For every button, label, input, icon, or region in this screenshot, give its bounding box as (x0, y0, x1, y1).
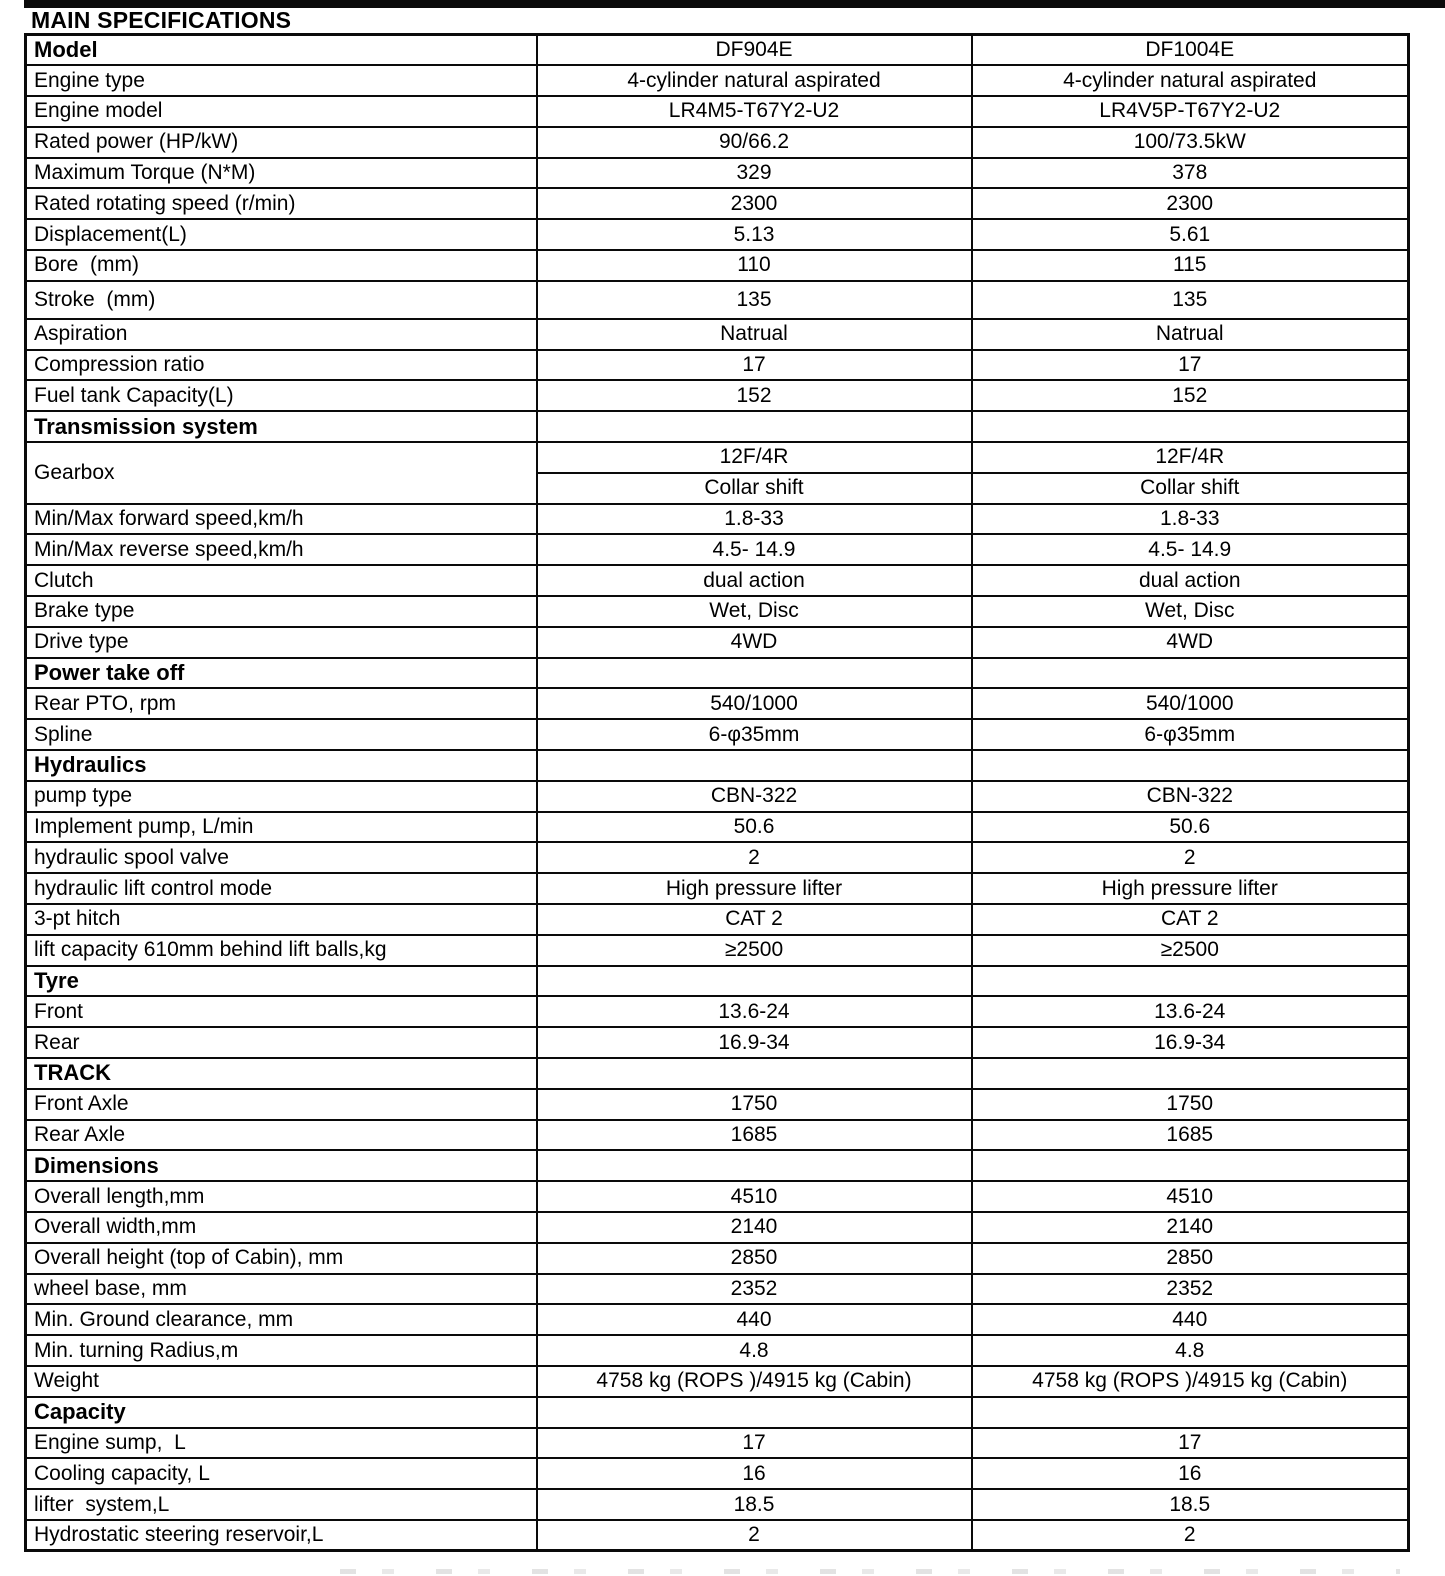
spec-value-cell: 17 (972, 1428, 1409, 1459)
spec-value-cell: 4.5- 14.9 (972, 534, 1409, 565)
spec-value-cell: 4.5- 14.9 (537, 534, 972, 565)
table-row (26, 1489, 1409, 1520)
spec-value-cell: 18.5 (972, 1489, 1409, 1520)
spec-label-cell: Hydrostatic steering reservoir,L (26, 1520, 537, 1551)
spec-value-cell: LR4M5-T67Y2-U2 (537, 96, 972, 127)
spec-value-cell (972, 411, 1409, 442)
spec-label-cell: Engine sump, L (26, 1428, 537, 1459)
table-row (26, 188, 1409, 219)
spec-value-cell: 16 (537, 1458, 972, 1489)
table-row (26, 873, 1409, 904)
table-row (26, 996, 1409, 1027)
spec-value-cell: 4510 (972, 1181, 1409, 1212)
spec-value-cell (972, 658, 1409, 689)
table-row (26, 442, 1409, 473)
spec-label-cell: Displacement(L) (26, 219, 537, 250)
section-header-row (26, 1150, 1409, 1181)
spec-label-cell: Hydraulics (26, 750, 537, 781)
spec-value-cell (972, 966, 1409, 997)
section-header-row (26, 411, 1409, 442)
spec-value-cell: 18.5 (537, 1489, 972, 1520)
spec-value-cell: 2140 (972, 1212, 1409, 1243)
spec-value-cell: 16.9-34 (972, 1027, 1409, 1058)
spec-label-cell: Drive type (26, 627, 537, 658)
spec-value-cell: 2352 (537, 1274, 972, 1305)
table-row (26, 565, 1409, 596)
spec-value-cell: 4-cylinder natural aspirated (972, 65, 1409, 96)
section-header-row (26, 966, 1409, 997)
spec-label-cell: lift capacity 610mm behind lift balls,kg (26, 935, 537, 966)
spec-value-cell: 4758 kg (ROPS )/4915 kg (Cabin) (537, 1366, 972, 1397)
cropped-text-fragments (340, 1569, 1400, 1574)
spec-label-cell: Stroke (mm) (26, 281, 537, 319)
spec-value-cell: 2850 (972, 1243, 1409, 1274)
spec-value-cell: 17 (537, 1428, 972, 1459)
spec-label-cell: Gearbox (26, 442, 537, 504)
spec-value-cell: 440 (537, 1304, 972, 1335)
spec-value-cell: 50.6 (537, 812, 972, 843)
spec-value-cell: 16.9-34 (537, 1027, 972, 1058)
spec-label-cell: Spline (26, 719, 537, 750)
table-row (26, 935, 1409, 966)
spec-label-cell: Min/Max forward speed,km/h (26, 504, 537, 535)
spec-value-cell: 2352 (972, 1274, 1409, 1305)
spec-value-cell (537, 750, 972, 781)
spec-label-cell: Front (26, 996, 537, 1027)
spec-value-cell: Collar shift (972, 473, 1409, 504)
spec-value-cell (537, 411, 972, 442)
table-row (26, 1089, 1409, 1120)
spec-value-cell: 17 (537, 350, 972, 381)
table-row (26, 688, 1409, 719)
section-header-row (26, 750, 1409, 781)
spec-value-cell: 4758 kg (ROPS )/4915 kg (Cabin) (972, 1366, 1409, 1397)
table-row (26, 319, 1409, 350)
spec-value-cell: ≥2500 (972, 935, 1409, 966)
spec-value-cell: 13.6-24 (972, 996, 1409, 1027)
table-row (26, 1520, 1409, 1551)
section-header-row (26, 1058, 1409, 1089)
table-row (26, 719, 1409, 750)
spec-value-cell: 440 (972, 1304, 1409, 1335)
spec-value-cell: 2300 (537, 188, 972, 219)
spec-value-cell: 4-cylinder natural aspirated (537, 65, 972, 96)
table-row (26, 35, 1409, 66)
table-row (26, 1212, 1409, 1243)
spec-value-cell: 152 (537, 380, 972, 411)
table-row (26, 158, 1409, 189)
spec-value-cell: 2 (537, 1520, 972, 1551)
spec-value-cell: LR4V5P-T67Y2-U2 (972, 96, 1409, 127)
spec-label-cell: Implement pump, L/min (26, 812, 537, 843)
spec-label-cell: Cooling capacity, L (26, 1458, 537, 1489)
spec-value-cell: 12F/4R (537, 442, 972, 473)
spec-value-cell: 152 (972, 380, 1409, 411)
table-row (26, 842, 1409, 873)
spec-label-cell: Rated rotating speed (r/min) (26, 188, 537, 219)
spec-label-cell: Engine type (26, 65, 537, 96)
table-row (26, 812, 1409, 843)
spec-value-cell: Natrual (972, 319, 1409, 350)
spec-value-cell (972, 1150, 1409, 1181)
spec-value-cell: 90/66.2 (537, 127, 972, 158)
spec-value-cell: 16 (972, 1458, 1409, 1489)
spec-label-cell: Clutch (26, 565, 537, 596)
table-row (26, 596, 1409, 627)
spec-value-cell: High pressure lifter (537, 873, 972, 904)
spec-label-cell: Rear Axle (26, 1120, 537, 1151)
spec-label-cell: hydraulic lift control mode (26, 873, 537, 904)
spec-value-cell: 100/73.5kW (972, 127, 1409, 158)
spec-value-cell: 1685 (972, 1120, 1409, 1151)
spec-value-cell: 6-φ35mm (972, 719, 1409, 750)
spec-value-cell: 2 (972, 1520, 1409, 1551)
table-row (26, 1366, 1409, 1397)
spec-value-cell: 1750 (972, 1089, 1409, 1120)
table-row (26, 1027, 1409, 1058)
table-row (26, 534, 1409, 565)
spec-value-cell: Wet, Disc (972, 596, 1409, 627)
spec-value-cell: DF1004E (972, 35, 1409, 66)
page-title: MAIN SPECIFICATIONS (31, 7, 292, 33)
table-row (26, 350, 1409, 381)
table-row (26, 504, 1409, 535)
spec-value-cell: 4.8 (972, 1335, 1409, 1366)
spec-value-cell: 1750 (537, 1089, 972, 1120)
table-row (26, 219, 1409, 250)
spec-value-cell: 135 (537, 281, 972, 319)
spec-label-cell: Overall height (top of Cabin), mm (26, 1243, 537, 1274)
spec-value-cell: 1.8-33 (537, 504, 972, 535)
spec-label-cell: lifter system,L (26, 1489, 537, 1520)
spec-label-cell: Overall length,mm (26, 1181, 537, 1212)
spec-value-cell: 2850 (537, 1243, 972, 1274)
table-row (26, 781, 1409, 812)
spec-value-cell: 540/1000 (537, 688, 972, 719)
table-row (26, 1458, 1409, 1489)
table-row (26, 1304, 1409, 1335)
spec-value-cell: 2 (972, 842, 1409, 873)
spec-label-cell: hydraulic spool valve (26, 842, 537, 873)
spec-value-cell: 4WD (972, 627, 1409, 658)
spec-value-cell: 5.61 (972, 219, 1409, 250)
spec-label-cell: Compression ratio (26, 350, 537, 381)
spec-label-cell: Rated power (HP/kW) (26, 127, 537, 158)
table-row (26, 65, 1409, 96)
spec-label-cell: Bore (mm) (26, 250, 537, 281)
spec-value-cell: 2 (537, 842, 972, 873)
spec-label-cell: Engine model (26, 96, 537, 127)
spec-label-cell: Fuel tank Capacity(L) (26, 380, 537, 411)
table-row (26, 1181, 1409, 1212)
spec-value-cell: 17 (972, 350, 1409, 381)
spec-value-cell (972, 1058, 1409, 1089)
spec-value-cell: CAT 2 (972, 904, 1409, 935)
spec-label-cell: Brake type (26, 596, 537, 627)
spec-label-cell: Aspiration (26, 319, 537, 350)
spec-value-cell: 2300 (972, 188, 1409, 219)
table-row (26, 380, 1409, 411)
spec-label-cell: wheel base, mm (26, 1274, 537, 1305)
spec-value-cell (537, 1150, 972, 1181)
spec-label-cell: Power take off (26, 658, 537, 689)
table-row (26, 250, 1409, 281)
spec-table-body (26, 35, 1409, 1551)
table-row (26, 627, 1409, 658)
table-row (26, 1243, 1409, 1274)
spec-label-cell: Min. Ground clearance, mm (26, 1304, 537, 1335)
spec-value-cell: 1.8-33 (972, 504, 1409, 535)
spec-value-cell (537, 1397, 972, 1428)
spec-value-cell: 378 (972, 158, 1409, 189)
spec-value-cell: 5.13 (537, 219, 972, 250)
spec-value-cell: 2140 (537, 1212, 972, 1243)
spec-value-cell: 13.6-24 (537, 996, 972, 1027)
specifications-table (24, 33, 1410, 1552)
spec-value-cell: 50.6 (972, 812, 1409, 843)
spec-value-cell: DF904E (537, 35, 972, 66)
spec-value-cell: 540/1000 (972, 688, 1409, 719)
table-row (26, 1120, 1409, 1151)
spec-label-cell: Min. turning Radius,m (26, 1335, 537, 1366)
spec-label-cell: TRACK (26, 1058, 537, 1089)
spec-label-cell: Tyre (26, 966, 537, 997)
spec-value-cell: Collar shift (537, 473, 972, 504)
spec-label-cell: Front Axle (26, 1089, 537, 1120)
spec-value-cell: dual action (972, 565, 1409, 596)
spec-label-cell: pump type (26, 781, 537, 812)
spec-value-cell: 115 (972, 250, 1409, 281)
spec-value-cell: ≥2500 (537, 935, 972, 966)
table-row (26, 96, 1409, 127)
spec-value-cell: CAT 2 (537, 904, 972, 935)
spec-label-cell: Transmission system (26, 411, 537, 442)
section-header-row (26, 658, 1409, 689)
spec-value-cell: 135 (972, 281, 1409, 319)
spec-label-cell: Overall width,mm (26, 1212, 537, 1243)
spec-label-cell: Weight (26, 1366, 537, 1397)
spec-label-cell: Capacity (26, 1397, 537, 1428)
table-row (26, 904, 1409, 935)
spec-value-cell: 110 (537, 250, 972, 281)
spec-value-cell: Natrual (537, 319, 972, 350)
spec-value-cell: Wet, Disc (537, 596, 972, 627)
table-row (26, 281, 1409, 319)
spec-value-cell (537, 966, 972, 997)
spec-value-cell: CBN-322 (972, 781, 1409, 812)
spec-value-cell: 4.8 (537, 1335, 972, 1366)
spec-value-cell: 6-φ35mm (537, 719, 972, 750)
spec-value-cell: High pressure lifter (972, 873, 1409, 904)
spec-value-cell: CBN-322 (537, 781, 972, 812)
spec-label-cell: 3-pt hitch (26, 904, 537, 935)
spec-value-cell: 12F/4R (972, 442, 1409, 473)
spec-label-cell: Model (26, 35, 537, 66)
spec-label-cell: Rear PTO, rpm (26, 688, 537, 719)
spec-label-cell: Dimensions (26, 1150, 537, 1181)
spec-value-cell (537, 658, 972, 689)
spec-label-cell: Rear (26, 1027, 537, 1058)
table-row (26, 1428, 1409, 1459)
table-row (26, 1274, 1409, 1305)
table-row (26, 1335, 1409, 1366)
spec-value-cell (537, 1058, 972, 1089)
spec-value-cell (972, 1397, 1409, 1428)
spec-value-cell: 4WD (537, 627, 972, 658)
section-header-row (26, 1397, 1409, 1428)
table-row (26, 127, 1409, 158)
spec-value-cell: 1685 (537, 1120, 972, 1151)
spec-label-cell: Maximum Torque (N*M) (26, 158, 537, 189)
spec-label-cell: Min/Max reverse speed,km/h (26, 534, 537, 565)
spec-value-cell: 4510 (537, 1181, 972, 1212)
spec-value-cell: 329 (537, 158, 972, 189)
spec-value-cell (972, 750, 1409, 781)
spec-value-cell: dual action (537, 565, 972, 596)
